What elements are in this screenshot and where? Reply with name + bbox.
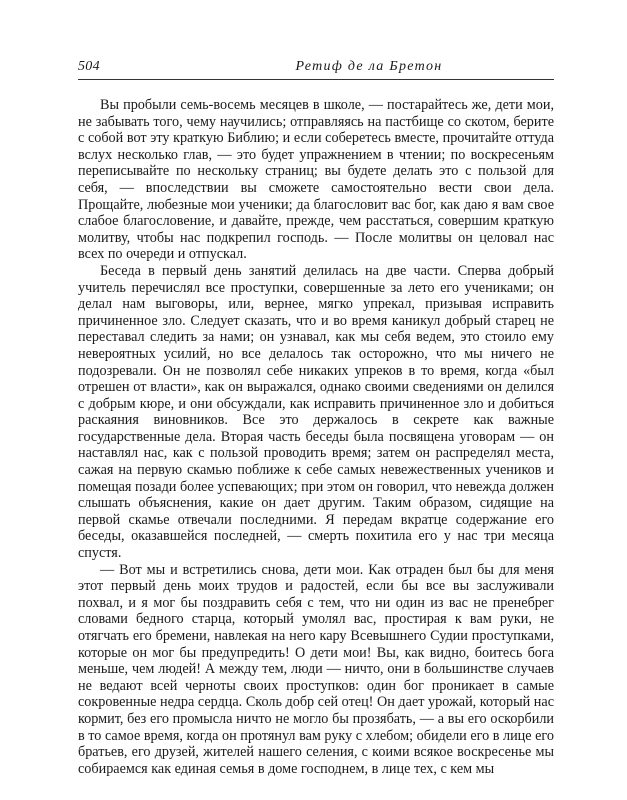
body-text xyxy=(78,97,554,777)
paragraph-2: Беседа в первый день занятий делилась на две части. Сперва добрый учитель перечислял все проступки, совершенные за лето его учениками; он делал нам выговоры, или, вернее, мягко упрекал, призывая исправить причиненное зло. Следует сказать, что и во время каникул добрый старец не переставал следить за нами; он узнавал, как мы себя ведем, это стоило ему невероятных усилий, но все делалось так осторожно, что мы ничего не подозревали. Он не позволял себе никаких упреков в то время, когда «был отрешен от власти», как он выражался, однако своими сведениями он делился с добрым кюре, и они обсуждали, как исправить причиненное зло и добиться раскаяния виновников. Все это держалось в секрете как важные государственные дела. Вторая часть беседы была посвящена уговорам — он наставлял нас, как с пользой проводить время; затем он распределял места, сажая на первую скамью поближе к себе самых невежественных учеников и помещая позади более успевающих; при этом он говорил, что невежда должен слышать объяснения, какие он дает другим. Таким образом, сидящие на первой скамье отвечали последними. Я передам вкратце содержание его беседы, оказавшейся последней, — смерть похитила его у нас три месяца спустя. xyxy=(78,262,554,562)
page-header xyxy=(78,57,554,79)
page-number: 504 xyxy=(78,59,100,74)
paragraph-1: Вы пробыли семь-восемь месяцев в школе, — постарайтесь же, дети мои, не забывать того, чему научились; отправляясь на пастбище со скотом, берите с собой вот эту краткую Библию; и если соберетесь вместе, прочитайте оттуда вслух несколько глав, — это будет упражнением в чтении; по воскресеньям переписывайте по нескольку страниц; вы будете делать это с пользой для себя, — впоследствии вы сможете самостоятельно вести свои дела. Прощайте, любезные мои ученики; да благословит вас бог, как даю я вам свое слабое благословение, и давайте, прежде, чем расстаться, совершим краткую молитву, чтобы нас подкрепил господь. — После молитвы он целовал нас всех по очереди и отпускал. xyxy=(78,97,554,263)
paragraph-3: — Вот мы и встретились снова, дети мои. Как отраден был бы для меня этот первый день моих трудов и радостей, если бы все вы заслуживали похвал, и я мог бы поздравить себя с тем, что ни один из вас не пренебрег словами бедного старца, который умолял вас, простирая к вам руки, не отягчать его бремени, навлекая на него кару Всевышнего Судии проступками, которые он мог бы предупредить! О дети мои! Вы, как видно, боитесь бога меньше, чем людей! А между тем, люди — ничто, они в большинстве случаев не ведают всей черноты своих проступков: один бог проникает в самые сокровенные недра сердца. Сколь добр сей отец! Он дает урожай, который нас кормит, без его промысла ничто не могло бы прозябать, — а вы его оскорбили в то самое время, когда он протянул вам руку с хлебом; обидели его в лице его братьев, его друзей, жителей нашего селения, с коими всякое воскресенье мы собираемся как единая семья в доме господнем, в лице тех, с кем мы xyxy=(78,561,554,777)
running-title: Ретиф де ла Бретон xyxy=(295,59,443,74)
header-rule xyxy=(78,79,554,80)
